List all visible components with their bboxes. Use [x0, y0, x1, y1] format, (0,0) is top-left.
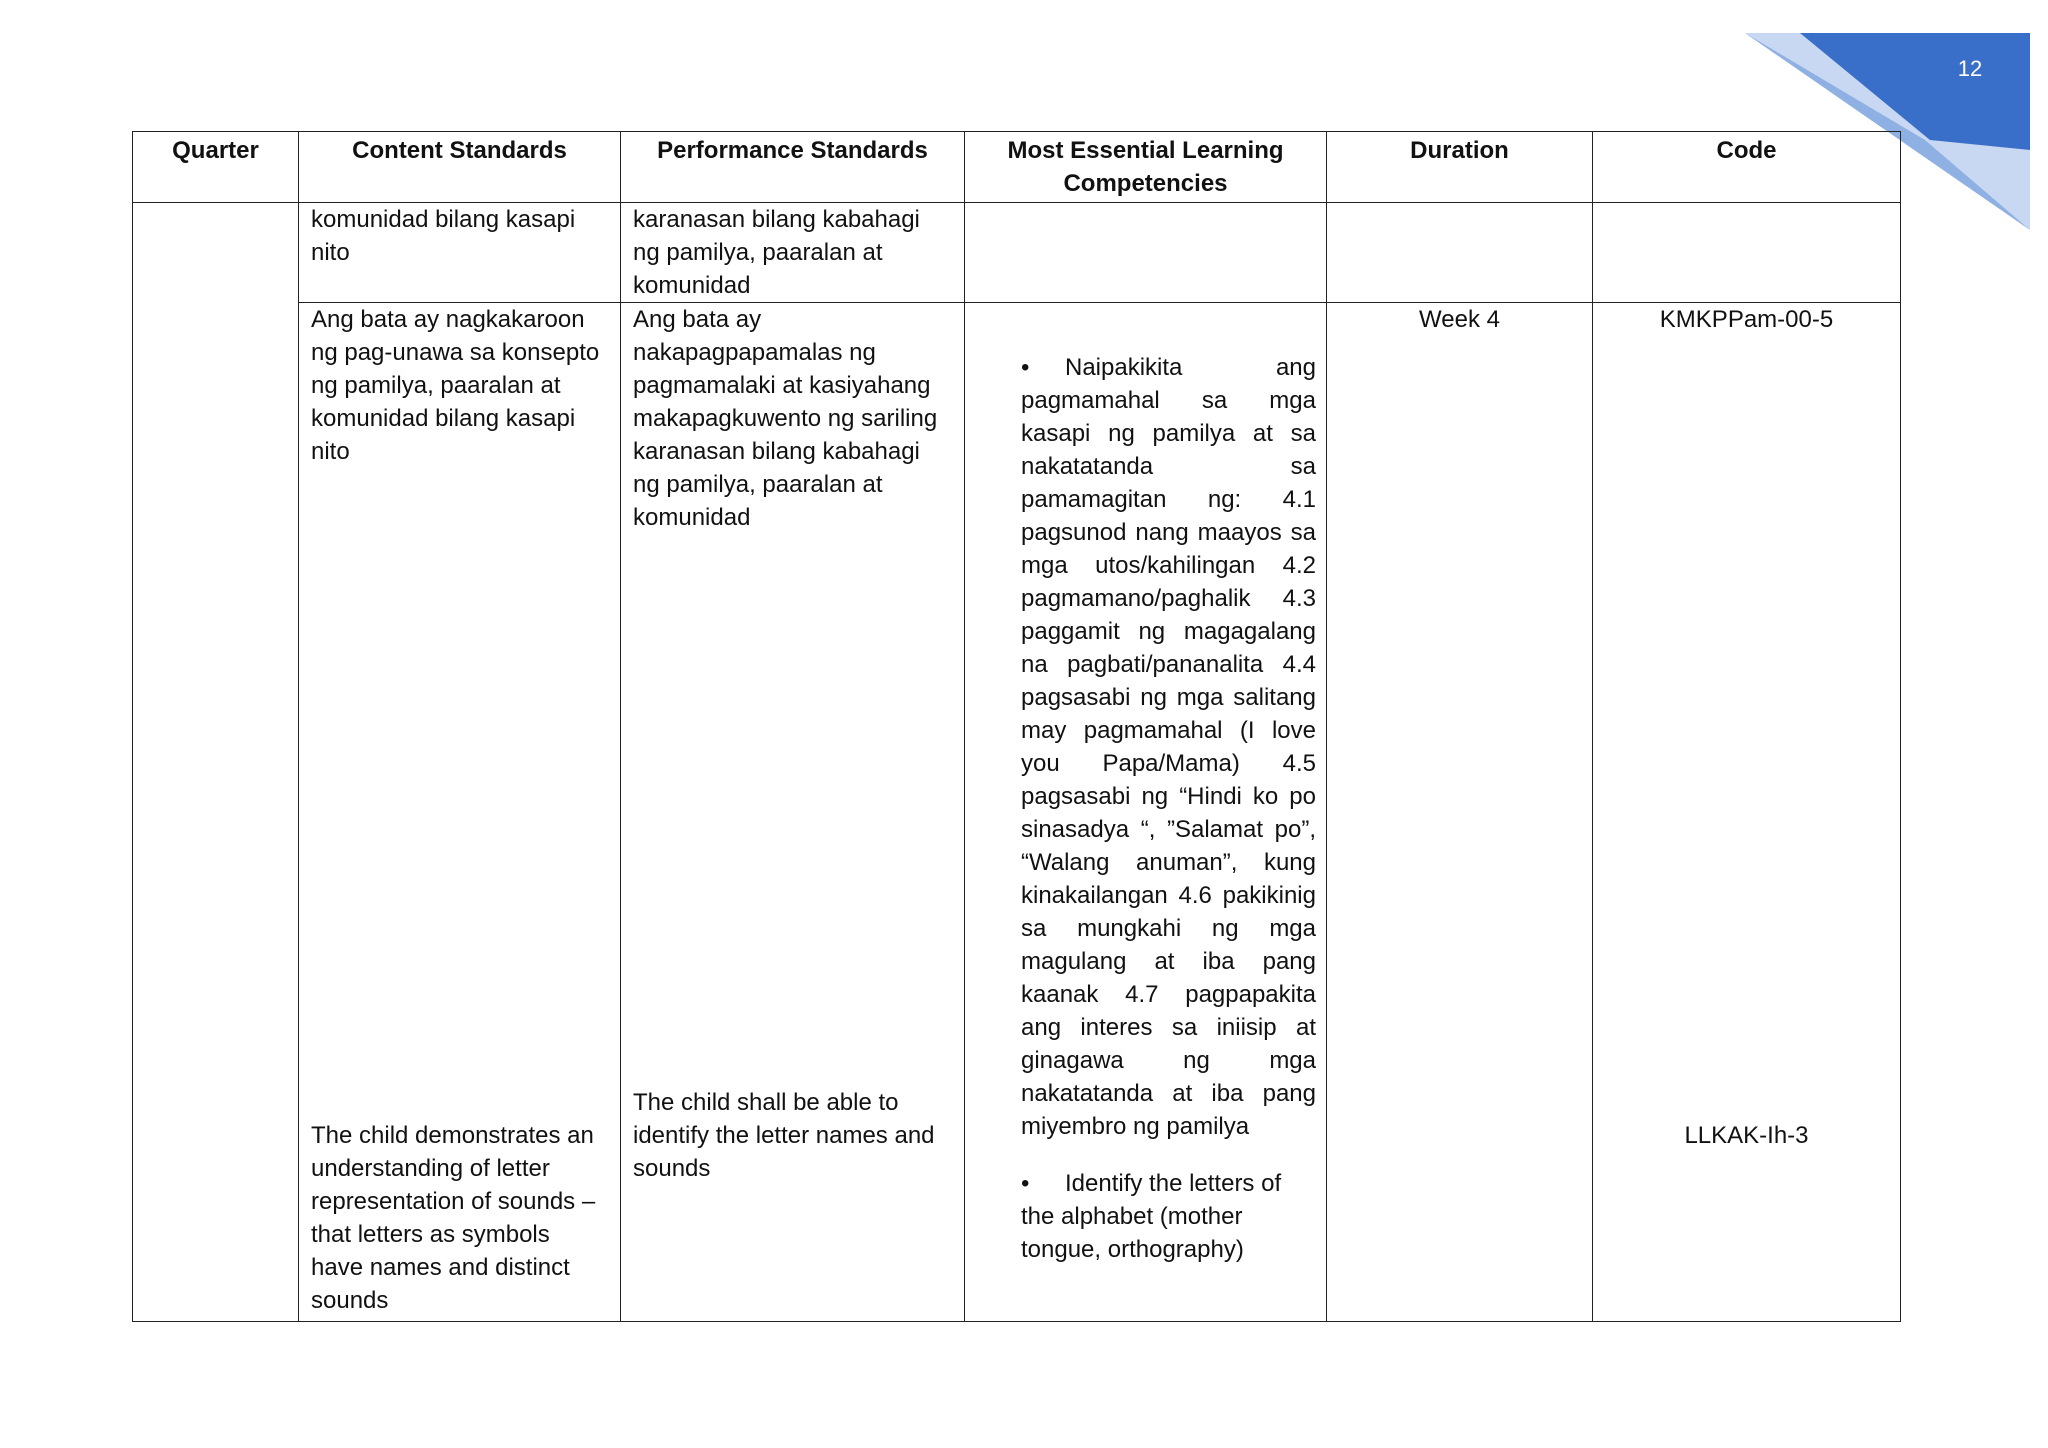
content-standard-filipino: Ang bata ay nagkakaroon ng pag-unawa sa konsepto ng pamilya, paaralan at komunidad bilang kasapi nito	[311, 306, 600, 465]
header-performance-standards: Performance Standards	[621, 132, 965, 203]
melc-item-2-text: Identify the letters of the alphabet (mother tongue, orthography)	[1021, 1170, 1282, 1263]
header-quarter: Quarter	[133, 132, 299, 203]
curriculum-table	[132, 131, 1901, 1322]
performance-standard-english: The child shall be able to identify the letter names and sounds	[633, 1089, 935, 1182]
bullet-icon: •	[1021, 354, 1030, 381]
cont-performance-text: karanasan bilang kabahagi ng pamilya, paaralan at komunidad	[633, 206, 920, 299]
melc-item-1-text: Naipakikita ang pagmamahal sa mga kasapi ng pamilya at sa nakatatanda sa pamamagitan ng: 4.1 pagsunod nang maayos sa mga utos/kahilingan 4.2 pagmamano/paghalik 4.3 paggamit ng magagalang na pagbati/pananalita 4.4 pagsasabi ng mga salitang may pagmamahal (I love you Papa/Mama) 4.5 pagsasabi ng “Hindi ko po sinasadya “, ”Salamat po”, “Walang anuman”, kung kinakailangan 4.6 pakikinig sa mungkahi ng mga magulang at iba pang kaanak 4.7 pagpapakita ang interes sa iniisip at ginagawa ng mga nakatatanda at iba pang miyembro ng pamilya	[1021, 354, 1316, 1140]
main-row	[133, 303, 1901, 1322]
page-number: 12	[1957, 56, 1983, 81]
performance-standard-filipino: Ang bata ay nakapagpapamalas ng pagmamalaki at kasiyahang makapagkuwento ng sariling karanasan bilang kabahagi ng pamilya, paaralan at komunidad	[633, 306, 938, 531]
main-duration-cell	[1327, 303, 1593, 1322]
code-text-1: KMKPPam-00-5	[1659, 306, 1834, 333]
main-performance-cell	[621, 303, 965, 1322]
content-standard-english: The child demonstrates an understanding of letter representation of sounds – that letters as symbols have names and distinct sounds	[311, 1122, 596, 1314]
cont-melc-cell	[965, 203, 1327, 303]
main-content-cell	[299, 303, 621, 1322]
code-text-2: LLKAK-Ih-3	[1684, 1122, 1809, 1149]
header-code: Code	[1593, 132, 1901, 203]
quarter-cell	[133, 203, 299, 1322]
cont-content-cell	[299, 203, 621, 303]
cont-performance-cell	[621, 203, 965, 303]
main-melc-cell	[965, 303, 1327, 1322]
main-code-cell	[1593, 303, 1901, 1322]
cont-content-text: komunidad bilang kasapi nito	[311, 206, 576, 266]
melc-item-1	[1021, 351, 1316, 1143]
header-row	[133, 132, 1901, 203]
continuation-row	[133, 203, 1901, 303]
header-content-standards: Content Standards	[299, 132, 621, 203]
duration-text: Week 4	[1419, 306, 1500, 333]
melc-item-2	[1021, 1167, 1316, 1266]
bullet-icon: •	[1021, 1170, 1030, 1197]
cont-code-cell	[1593, 203, 1901, 303]
header-melc: Most Essential Learning Competencies	[965, 132, 1327, 203]
cont-duration-cell	[1327, 203, 1593, 303]
header-duration: Duration	[1327, 132, 1593, 203]
